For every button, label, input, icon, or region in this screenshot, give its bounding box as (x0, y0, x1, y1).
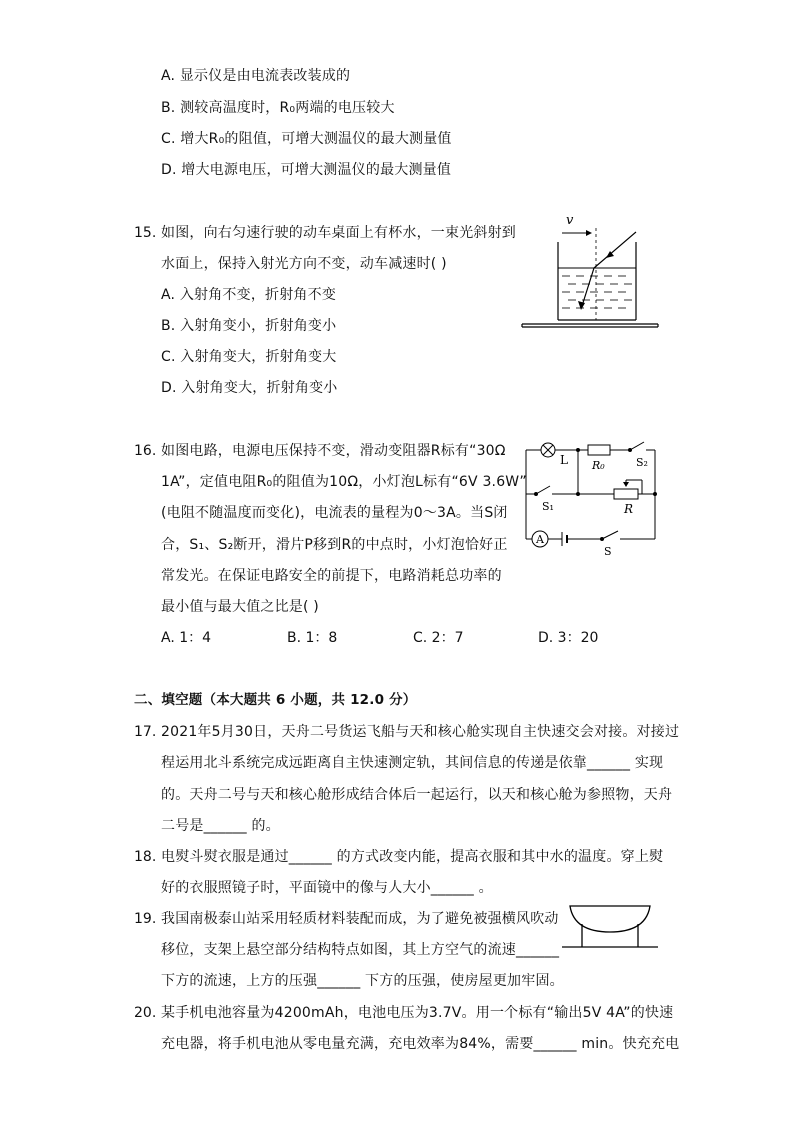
q14-option-c: C. 增大R₀的阻值，可增大测温仪的最大测量值 (161, 131, 452, 147)
q17-number: 17. (134, 724, 157, 740)
q16-stem-line-4: 合，S₁、S₂断开，滑片P移到R的中点时，小灯泡恰好正 (161, 537, 508, 553)
q16-stem-line-2: 1A”，定值电阻R₀的阻值为10Ω，小灯泡L标有“6V 3.6W” (161, 474, 527, 490)
q16-circuit-diagram (522, 436, 662, 560)
q17-line-4: 二号是______ 的。 (161, 818, 280, 834)
q15-number: 15. (134, 225, 157, 241)
q14-option-b: B. 测较高温度时，R₀两端的电压较大 (161, 100, 395, 116)
r0-label: R₀ (592, 459, 605, 472)
q18-line-2: 好的衣服照镜子时，平面镜中的像与人大小______ 。 (161, 880, 493, 896)
q17-line-2: 程运用北斗系统完成远距离自主快速测定轨，其间信息的传递是依靠______ 实现 (161, 755, 664, 771)
velocity-label: v (566, 213, 574, 228)
q16-option-d: D. 3：20 (538, 630, 599, 646)
q15-stem-line-2: 水面上，保持入射光方向不变，动车减速时( ) (161, 256, 447, 272)
q15-option-c: C. 入射角变大，折射角变大 (161, 349, 337, 365)
section-2-heading: 二、填空题（本大题共 6 小题，共 12.0 分） (134, 692, 417, 708)
q19-line-1: 我国南极泰山站采用轻质材料装配而成，为了避免被强横风吹动 (161, 911, 559, 927)
q18-line-1: 电熨斗熨衣服是通过______ 的方式改变内能，提高衣服和其中水的温度。穿上熨 (161, 849, 664, 865)
q18-number: 18. (134, 849, 157, 865)
q17-line-1: 2021年5月30日，天舟二号货运飞船与天和核心舱实现自主快速交会对接。对接过 (161, 724, 680, 740)
lamp-label: L (560, 453, 568, 467)
q16-stem-line-5: 常发光。在保证电路安全的前提下，电路消耗总功率的 (161, 568, 502, 584)
q19-number: 19. (134, 911, 157, 927)
q19-figure-support-structure (560, 902, 660, 952)
q15-option-d: D. 入射角变大，折射角变小 (161, 380, 338, 396)
s-label: S (604, 545, 612, 558)
r-label: R (624, 502, 634, 516)
q20-number: 20. (134, 1005, 157, 1021)
ammeter-label: A (536, 533, 544, 546)
q15-stem-line-1: 如图，向右匀速行驶的动车桌面上有杯水，一束光斜射到 (161, 225, 516, 241)
q16-option-a: A. 1：4 (161, 630, 212, 646)
s2-label: S₂ (636, 456, 648, 469)
q15-option-b: B. 入射角变小，折射角变小 (161, 318, 337, 334)
q16-number: 16. (134, 443, 157, 459)
s1-label: S₁ (542, 500, 554, 513)
q15-figure-cup-on-train-table (520, 208, 660, 330)
q15-option-a: A. 入射角不变，折射角不变 (161, 287, 337, 303)
q20-line-1: 某手机电池容量为4200mAh，电池电压为3.7V。用一个标有“输出5V 4A”的快速 (161, 1005, 674, 1021)
q17-line-3: 的。天舟二号与天和核心舱形成结合体后一起运行，以天和核心舱为参照物，天舟 (161, 787, 673, 803)
q16-option-b: B. 1：8 (287, 630, 338, 646)
q16-stem-line-3: (电阻不随温度而变化)，电流表的量程为0～3A。当S闭 (161, 505, 508, 521)
q16-stem-line-6: 最小值与最大值之比是( ) (161, 599, 319, 615)
q16-option-c: C. 2：7 (413, 630, 464, 646)
q16-stem-line-1: 如图电路，电源电压保持不变，滑动变阻器R标有“30Ω (161, 443, 506, 459)
q14-option-d: D. 增大电源电压，可增大测温仪的最大测量值 (161, 162, 452, 178)
q14-option-a: A. 显示仪是由电流表改装成的 (161, 68, 351, 84)
q19-line-3: 下方的流速，上方的压强______ 下方的压强，使房屋更加牢固。 (161, 973, 564, 989)
q19-line-2: 移位，支架上悬空部分结构特点如图，其上方空气的流速______ (161, 942, 560, 958)
q20-line-2: 充电器，将手机电池从零电量充满，充电效率为84%，需要______ min。快充充电 (161, 1036, 680, 1052)
